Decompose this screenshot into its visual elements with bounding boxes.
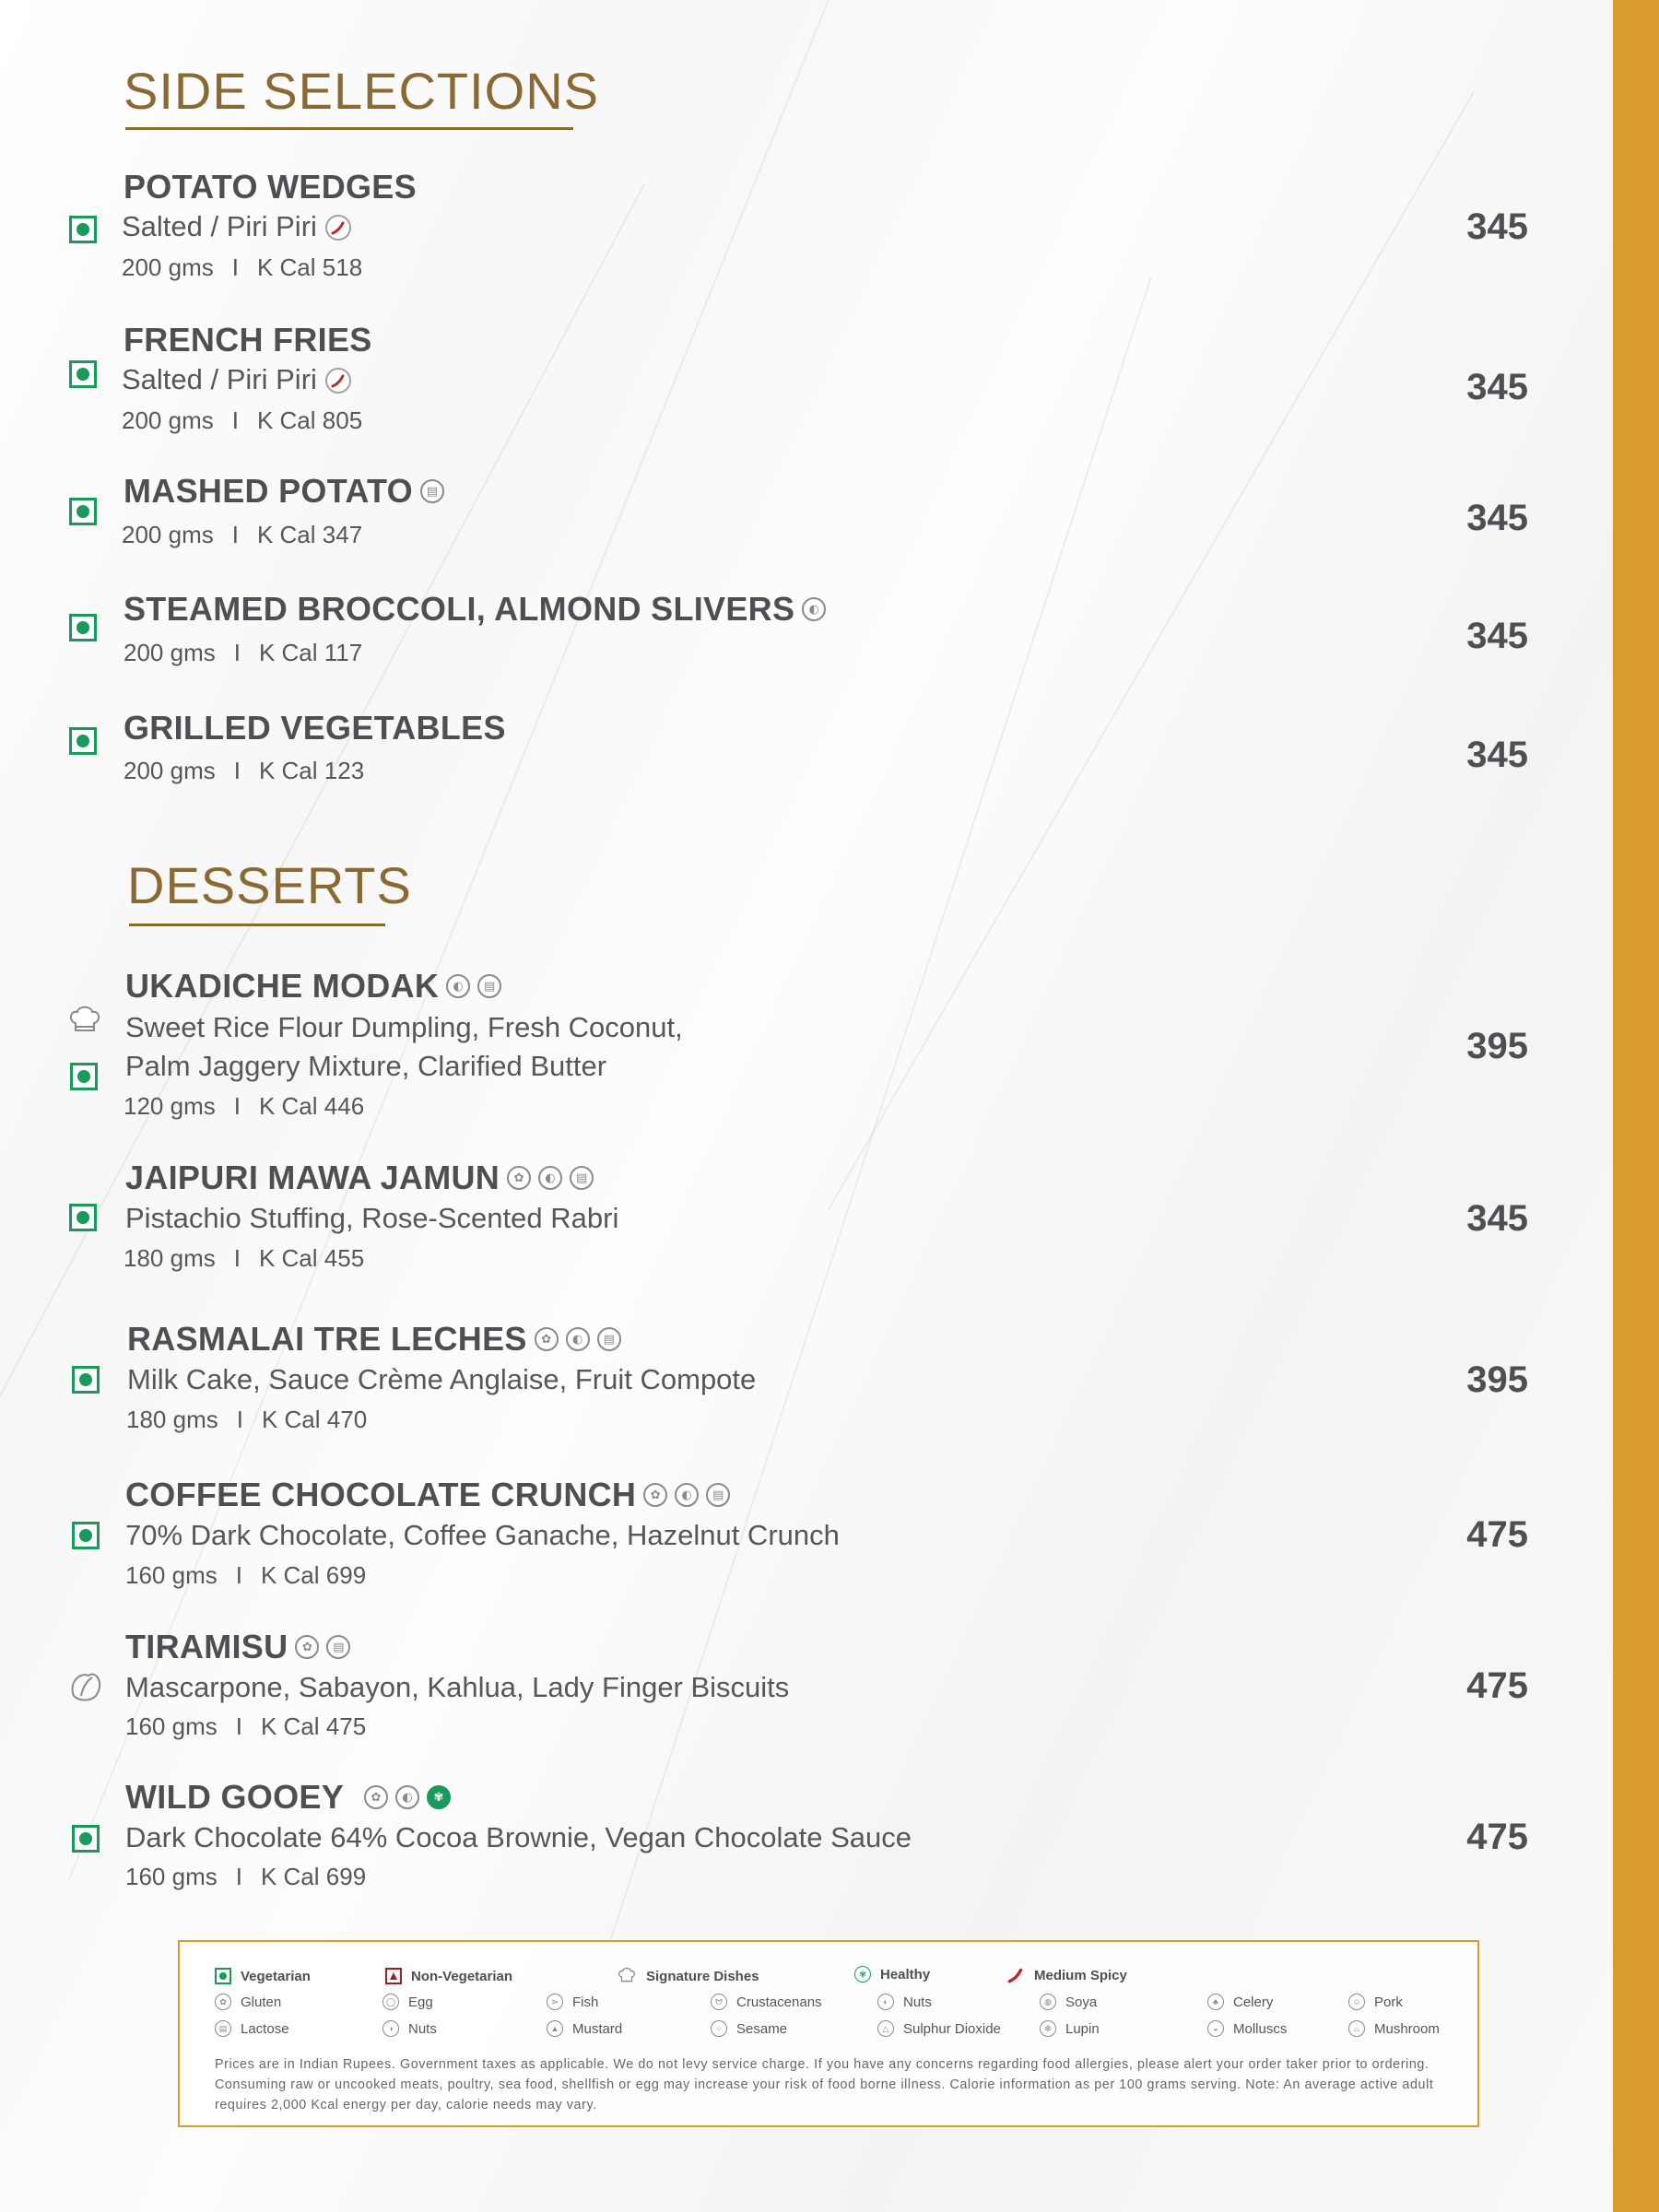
legend-label: Molluscs xyxy=(1233,2020,1288,2037)
item-weight: 180 gms xyxy=(126,1406,218,1433)
legend-soya xyxy=(1040,1994,1097,2010)
item-kcal: K Cal 123 xyxy=(258,757,365,784)
item-name: MASHED POTATO xyxy=(124,472,413,510)
gluten-icon: ✿ xyxy=(215,1994,231,2010)
veg-icon xyxy=(69,498,97,525)
soya-icon: ◍ xyxy=(1040,1994,1056,2010)
item-weight: 120 gms xyxy=(124,1092,216,1120)
item-price: 475 xyxy=(1466,1817,1528,1857)
item-meta xyxy=(124,757,364,785)
fish-icon: ⋗ xyxy=(547,1994,563,2010)
chili-icon xyxy=(325,368,351,394)
item-weight: 200 gms xyxy=(124,757,216,784)
meta-separator: I xyxy=(236,1406,243,1433)
legend-label: Egg xyxy=(408,1994,433,2010)
item-description: Mascarpone, Sabayon, Kahlua, Lady Finger Biscuits xyxy=(125,1671,790,1703)
item-description-line-1: Sweet Rice Flour Dumpling, Fresh Coconut, xyxy=(125,1011,683,1043)
legend-pork xyxy=(1348,1994,1403,2010)
veg-icon xyxy=(69,216,97,243)
item-meta xyxy=(124,639,362,667)
item-description xyxy=(122,210,351,243)
meta-separator: I xyxy=(233,1244,241,1272)
nuts-icon: ◐ xyxy=(538,1166,562,1190)
nuts-icon: ◐ xyxy=(566,1327,590,1351)
legend-medium-spicy xyxy=(1006,1966,1127,1984)
section-underline xyxy=(129,924,385,926)
item-weight: 200 gms xyxy=(122,521,214,548)
item-name: UKADICHE MODAK xyxy=(125,967,440,1005)
meta-separator: I xyxy=(235,1561,242,1589)
item-price: 345 xyxy=(1466,206,1528,247)
legend-label: Mushroom xyxy=(1374,2020,1440,2037)
legend-label: Crustacenans xyxy=(736,1994,822,2010)
item-description-text: Salted / Piri Piri xyxy=(122,210,317,242)
legend-label: Medium Spicy xyxy=(1034,1967,1127,1983)
item-weight: 200 gms xyxy=(122,253,214,281)
peanut-icon: ◑ xyxy=(382,2020,399,2037)
veg-icon xyxy=(215,1968,231,1984)
legend-label: Lactose xyxy=(241,2020,289,2037)
item-name: RASMALAI TRE LECHES xyxy=(127,1320,527,1358)
meta-separator: I xyxy=(231,406,239,434)
legend-gluten xyxy=(215,1994,281,2010)
item-name: POTATO WEDGES xyxy=(124,168,417,206)
legend-sesame xyxy=(711,2020,787,2037)
item-description: Milk Cake, Sauce Crème Anglaise, Fruit Compote xyxy=(127,1363,757,1395)
item-description xyxy=(122,363,351,396)
legend-nuts xyxy=(877,1994,932,2010)
legend-lactose xyxy=(215,2020,289,2037)
item-kcal: K Cal 518 xyxy=(256,253,363,281)
mushroom-icon: ⌓ xyxy=(1348,2020,1365,2037)
lactose-icon: ▤ xyxy=(477,974,501,998)
lactose-icon: ▤ xyxy=(215,2020,231,2037)
healthy-icon: ✾ xyxy=(854,1966,871,1983)
item-meta xyxy=(124,1092,364,1121)
chili-icon xyxy=(1006,1966,1025,1984)
legend-label: Signature Dishes xyxy=(646,1968,759,1984)
section-underline xyxy=(125,127,573,130)
legend-vegetarian xyxy=(215,1968,311,1984)
item-weight: 200 gms xyxy=(122,406,214,434)
item-weight: 180 gms xyxy=(124,1244,216,1272)
item-weight: 160 gms xyxy=(125,1561,218,1589)
item-meta xyxy=(124,1244,364,1273)
crustaceans-icon: ᗢ xyxy=(711,1994,727,2010)
item-meta xyxy=(122,253,362,282)
accent-sidebar xyxy=(1613,0,1659,2212)
legend-label: Gluten xyxy=(241,1994,282,2010)
lupin-icon: ✻ xyxy=(1040,2020,1056,2037)
item-meta xyxy=(126,1406,367,1434)
meta-separator: I xyxy=(231,253,239,281)
gluten-icon: ✿ xyxy=(507,1166,531,1190)
item-meta xyxy=(125,1561,366,1590)
legend-label: Fish xyxy=(572,1994,599,2010)
legend-label: Non-Vegetarian xyxy=(411,1968,513,1984)
gluten-icon: ✿ xyxy=(364,1785,388,1809)
item-name: TIRAMISU xyxy=(125,1628,288,1665)
sulphur-icon: △ xyxy=(877,2020,894,2037)
item-weight: 160 gms xyxy=(125,1712,218,1740)
legend-label: Nuts xyxy=(408,2020,437,2037)
legend-lupin xyxy=(1040,2020,1100,2037)
pork-icon: ☺ xyxy=(1348,1994,1365,2010)
item-name: FRENCH FRIES xyxy=(124,321,372,359)
legend-label: Sulphur Dioxide xyxy=(903,2020,1001,2037)
chef-hat-icon xyxy=(66,1003,103,1040)
legend-box xyxy=(178,1940,1479,2127)
nuts-icon: ◐ xyxy=(877,1994,894,2010)
lactose-icon: ▤ xyxy=(706,1483,730,1507)
item-price: 345 xyxy=(1466,498,1528,538)
meta-separator: I xyxy=(233,1092,241,1120)
veg-icon xyxy=(72,1825,100,1853)
gluten-icon: ✿ xyxy=(295,1635,319,1659)
lactose-icon: ▤ xyxy=(597,1327,621,1351)
marble-vein xyxy=(581,276,1152,2030)
item-price: 345 xyxy=(1466,1198,1528,1239)
item-price: 475 xyxy=(1466,1665,1528,1706)
legend-label: Celery xyxy=(1233,1994,1274,2010)
item-name: GRILLED VEGETABLES xyxy=(124,709,506,747)
legend-label: Soya xyxy=(1065,1994,1098,2010)
item-price: 395 xyxy=(1466,1026,1528,1066)
disclaimer-text: Prices are in Indian Rupees. Government taxes as applicable. We do not levy service charge. If you have any concerns regarding food allergies, please alert your order taker prior to ordering. Consuming raw or uncooked meats, poultry, sea food, shellfish or egg may increase your risk of food borne illness. Calorie information as per 100 grams serving. Note: An average active adult requires 2,000 Kcal energy per day, calorie needs may vary. xyxy=(215,2057,1434,2112)
item-meta xyxy=(125,1863,366,1891)
item-weight: 200 gms xyxy=(124,639,216,666)
gluten-icon: ✿ xyxy=(643,1483,667,1507)
vegan-icon: ✾ xyxy=(427,1785,451,1809)
celery-icon: ♣ xyxy=(1207,1994,1224,2010)
lactose-icon: ▤ xyxy=(420,479,444,503)
item-kcal: K Cal 455 xyxy=(258,1244,365,1272)
section-title-side-selections: SIDE SELECTIONS xyxy=(124,62,600,120)
meta-separator: I xyxy=(233,757,241,784)
item-description: Dark Chocolate 64% Cocoa Brownie, Vegan Chocolate Sauce xyxy=(125,1821,912,1853)
veg-icon xyxy=(69,360,97,388)
egg-icon: ◯ xyxy=(382,1994,399,2010)
section-title-desserts: DESSERTS xyxy=(127,856,412,914)
veg-icon xyxy=(72,1522,100,1549)
non-veg-icon xyxy=(385,1968,402,1984)
nuts-icon: ◐ xyxy=(802,597,826,621)
nuts-icon: ◐ xyxy=(395,1785,419,1809)
item-name: WILD GOOEY xyxy=(125,1778,344,1816)
item-price: 345 xyxy=(1466,735,1528,775)
legend-label: Vegetarian xyxy=(241,1968,311,1984)
item-price: 395 xyxy=(1466,1359,1528,1400)
lactose-icon: ▤ xyxy=(570,1166,594,1190)
item-kcal: K Cal 470 xyxy=(261,1406,368,1433)
legend-label: Lupin xyxy=(1065,2020,1100,2037)
item-description: 70% Dark Chocolate, Coffee Ganache, Hazelnut Crunch xyxy=(125,1519,840,1551)
legend-label: Mustard xyxy=(572,2020,623,2037)
legend-celery xyxy=(1207,1994,1273,2010)
legend-label: Sesame xyxy=(736,2020,788,2037)
item-kcal: K Cal 805 xyxy=(256,406,363,434)
item-kcal: K Cal 699 xyxy=(260,1863,367,1890)
legend-healthy xyxy=(854,1966,930,1983)
legend-molluscs xyxy=(1207,2020,1287,2037)
mustard-icon: ▲ xyxy=(547,2020,563,2037)
item-kcal: K Cal 446 xyxy=(258,1092,365,1120)
legend-fish xyxy=(547,1994,598,2010)
item-weight: 160 gms xyxy=(125,1863,218,1890)
item-meta xyxy=(122,406,362,435)
legend-label: Nuts xyxy=(903,1994,932,2010)
meta-separator: I xyxy=(231,521,239,548)
healthy-leaf-icon xyxy=(68,1668,105,1701)
lactose-icon: ▤ xyxy=(326,1635,350,1659)
veg-icon xyxy=(69,1204,97,1231)
item-description: Pistachio Stuffing, Rose-Scented Rabri xyxy=(125,1202,619,1234)
legend-mustard xyxy=(547,2020,622,2037)
legend-mushroom xyxy=(1348,2020,1440,2037)
legend-crustaceans xyxy=(711,1994,822,2010)
legend-signature xyxy=(617,1966,759,1986)
chili-icon xyxy=(325,215,351,241)
item-meta xyxy=(122,521,362,549)
veg-icon xyxy=(72,1366,100,1394)
item-kcal: K Cal 347 xyxy=(256,521,363,548)
nuts-icon: ◐ xyxy=(446,974,470,998)
veg-icon xyxy=(69,614,97,641)
nuts-icon: ◐ xyxy=(675,1483,699,1507)
legend-label: Pork xyxy=(1374,1994,1403,2010)
molluscs-icon: ◒ xyxy=(1207,2020,1224,2037)
item-meta xyxy=(125,1712,366,1741)
veg-icon xyxy=(69,727,97,755)
meta-separator: I xyxy=(235,1712,242,1740)
chef-hat-icon xyxy=(617,1966,637,1986)
legend-nuts-2 xyxy=(382,2020,437,2037)
veg-icon xyxy=(70,1063,98,1090)
item-description-text: Salted / Piri Piri xyxy=(122,363,317,395)
item-name: COFFEE CHOCOLATE CRUNCH xyxy=(125,1476,637,1513)
gluten-icon: ✿ xyxy=(535,1327,559,1351)
item-name: JAIPURI MAWA JAMUN xyxy=(125,1159,500,1196)
legend-non-vegetarian xyxy=(385,1968,512,1984)
legend-sulphur-dioxide xyxy=(877,2020,1001,2037)
marble-vein xyxy=(828,91,1475,1209)
item-price: 345 xyxy=(1466,616,1528,656)
legend-label: Healthy xyxy=(880,1966,931,1983)
item-kcal: K Cal 117 xyxy=(258,639,363,666)
legend-egg xyxy=(382,1994,433,2010)
item-name: STEAMED BROCCOLI, ALMOND SLIVERS xyxy=(124,590,795,628)
item-kcal: K Cal 475 xyxy=(260,1712,367,1740)
item-price: 345 xyxy=(1466,367,1528,407)
item-kcal: K Cal 699 xyxy=(260,1561,367,1589)
item-price: 475 xyxy=(1466,1514,1528,1555)
item-description-line-2: Palm Jaggery Mixture, Clarified Butter xyxy=(125,1050,607,1082)
meta-separator: I xyxy=(235,1863,242,1890)
sesame-icon: ⁘ xyxy=(711,2020,727,2037)
meta-separator: I xyxy=(233,639,241,666)
